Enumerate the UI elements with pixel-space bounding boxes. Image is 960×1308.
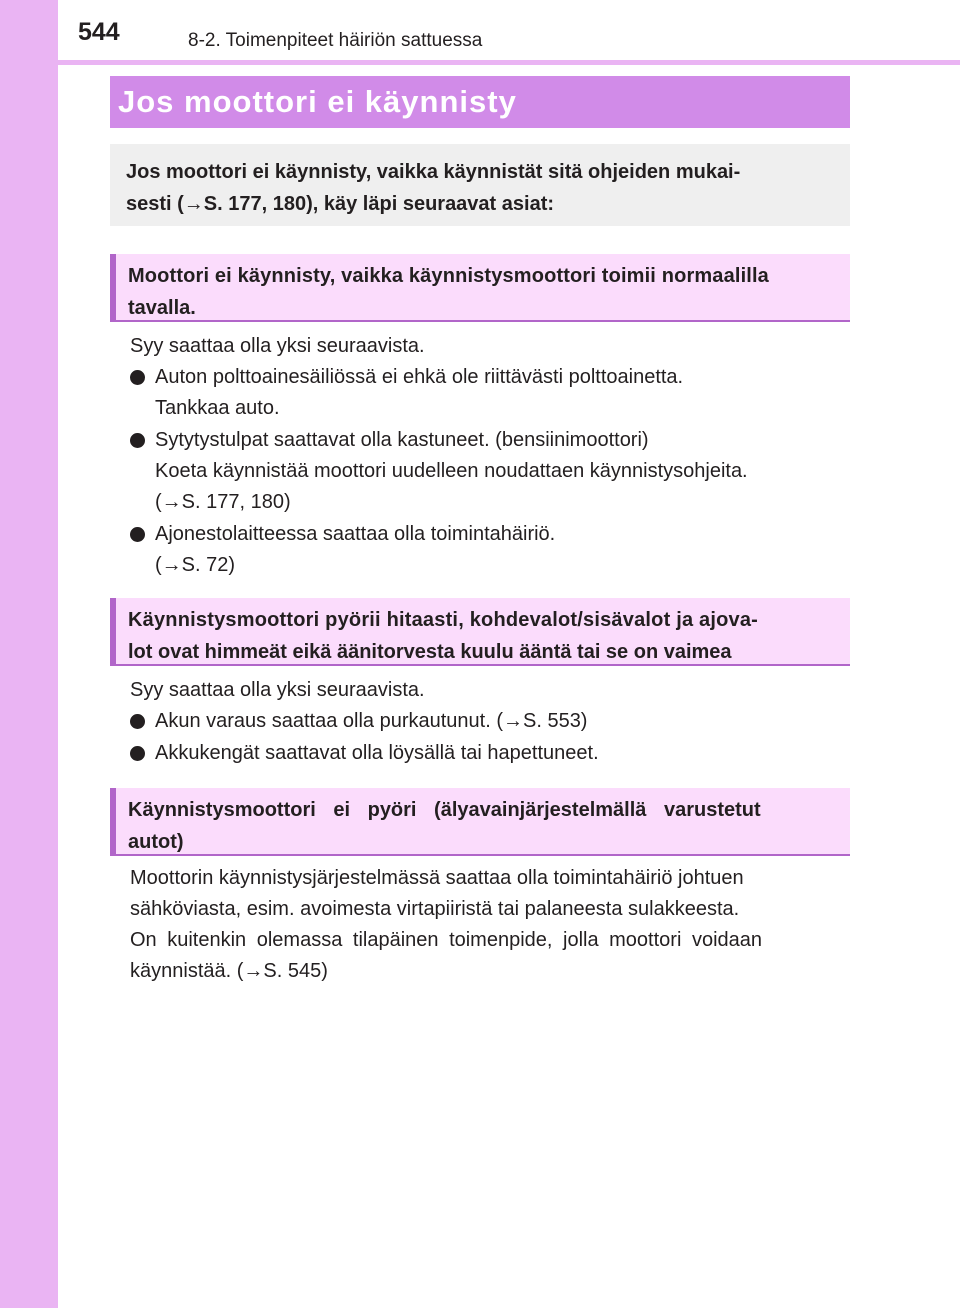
list-item-text: Akkukengät saattavat olla löysällä tai hapettuneet. bbox=[155, 742, 599, 764]
subheading-line: Käynnistysmoottori pyörii hitaasti, kohdevalot/sisävalot ja ajova- bbox=[128, 609, 759, 631]
subheading-engine-does-not-crank bbox=[110, 788, 850, 856]
list-item bbox=[130, 519, 842, 581]
list-item-text: Akun varaus saattaa olla purkautunut. (→S. 553) bbox=[155, 710, 588, 732]
cause-lead-text: Syy saattaa olla yksi seuraavista. bbox=[130, 335, 425, 357]
cause-lead-text: Syy saattaa olla yksi seuraavista. bbox=[130, 679, 425, 701]
paragraph-line: On kuitenkin olemassa tilapäinen toimenpide, jolla moottori voidaan bbox=[130, 929, 763, 951]
subheading-line: tavalla. bbox=[128, 297, 196, 319]
side-tab-bar bbox=[0, 0, 58, 1308]
bullet-icon bbox=[130, 746, 145, 761]
header-divider bbox=[58, 60, 960, 65]
list-item-text: Sytytystulpat saattavat olla kastuneet. (bensiinimoottori) bbox=[155, 429, 649, 451]
subheading-engine-cranks-normally bbox=[110, 254, 850, 322]
bullet-icon bbox=[130, 433, 145, 448]
chapter-title: 8-2. Toimenpiteet häiriön sattuessa bbox=[188, 30, 483, 51]
list-item bbox=[130, 425, 842, 518]
list-item-text: Tankkaa auto. bbox=[155, 397, 280, 419]
subheading-line: autot) bbox=[128, 831, 184, 853]
paragraph bbox=[130, 863, 842, 987]
intro-line: sesti (→S. 177, 180), käy läpi seuraavat asiat: bbox=[126, 193, 555, 215]
bullet-icon bbox=[130, 527, 145, 542]
bullet-icon bbox=[130, 370, 145, 385]
subheading-line: Käynnistysmoottori ei pyöri (älyavainjärjestelmällä varustetut bbox=[128, 799, 761, 821]
intro-box bbox=[110, 144, 850, 226]
list-item bbox=[130, 738, 842, 769]
page-number: 544 bbox=[78, 18, 120, 46]
list-item-text: Koeta käynnistää moottori uudelleen noudattaen käynnistysohjeita. bbox=[155, 460, 748, 482]
page-reference-link[interactable]: (→S. 177, 180) bbox=[155, 491, 291, 513]
subheading-line: Moottori ei käynnisty, vaikka käynnistysmoottori toimii normaalilla bbox=[128, 265, 769, 287]
paragraph-line: käynnistää. (→S. 545) bbox=[130, 960, 328, 982]
subheading-line: lot ovat himmeät eikä äänitorvesta kuulu ääntä tai se on vaimea bbox=[128, 641, 732, 663]
page-reference-link[interactable]: (→S. 72) bbox=[155, 554, 236, 576]
section-title: Jos moottori ei käynnisty bbox=[118, 84, 517, 119]
list-item bbox=[130, 362, 842, 424]
list-item-text: Auton polttoainesäiliössä ei ehkä ole riittävästi polttoainetta. bbox=[155, 366, 684, 388]
list-item-text: Ajonestolaitteessa saattaa olla toimintahäiriö. bbox=[155, 523, 556, 545]
list-item bbox=[130, 706, 842, 737]
bullet-icon bbox=[130, 714, 145, 729]
intro-line: Jos moottori ei käynnisty, vaikka käynnistät sitä ohjeiden mukai- bbox=[126, 161, 741, 183]
paragraph-line: sähköviasta, esim. avoimesta virtapiiristä tai palaneesta sulakkeesta. bbox=[130, 898, 740, 920]
subheading-engine-cranks-slowly bbox=[110, 598, 850, 666]
paragraph-line: Moottorin käynnistysjärjestelmässä saattaa olla toimintahäiriö johtuen bbox=[130, 867, 744, 889]
section-title-bar bbox=[110, 76, 850, 128]
